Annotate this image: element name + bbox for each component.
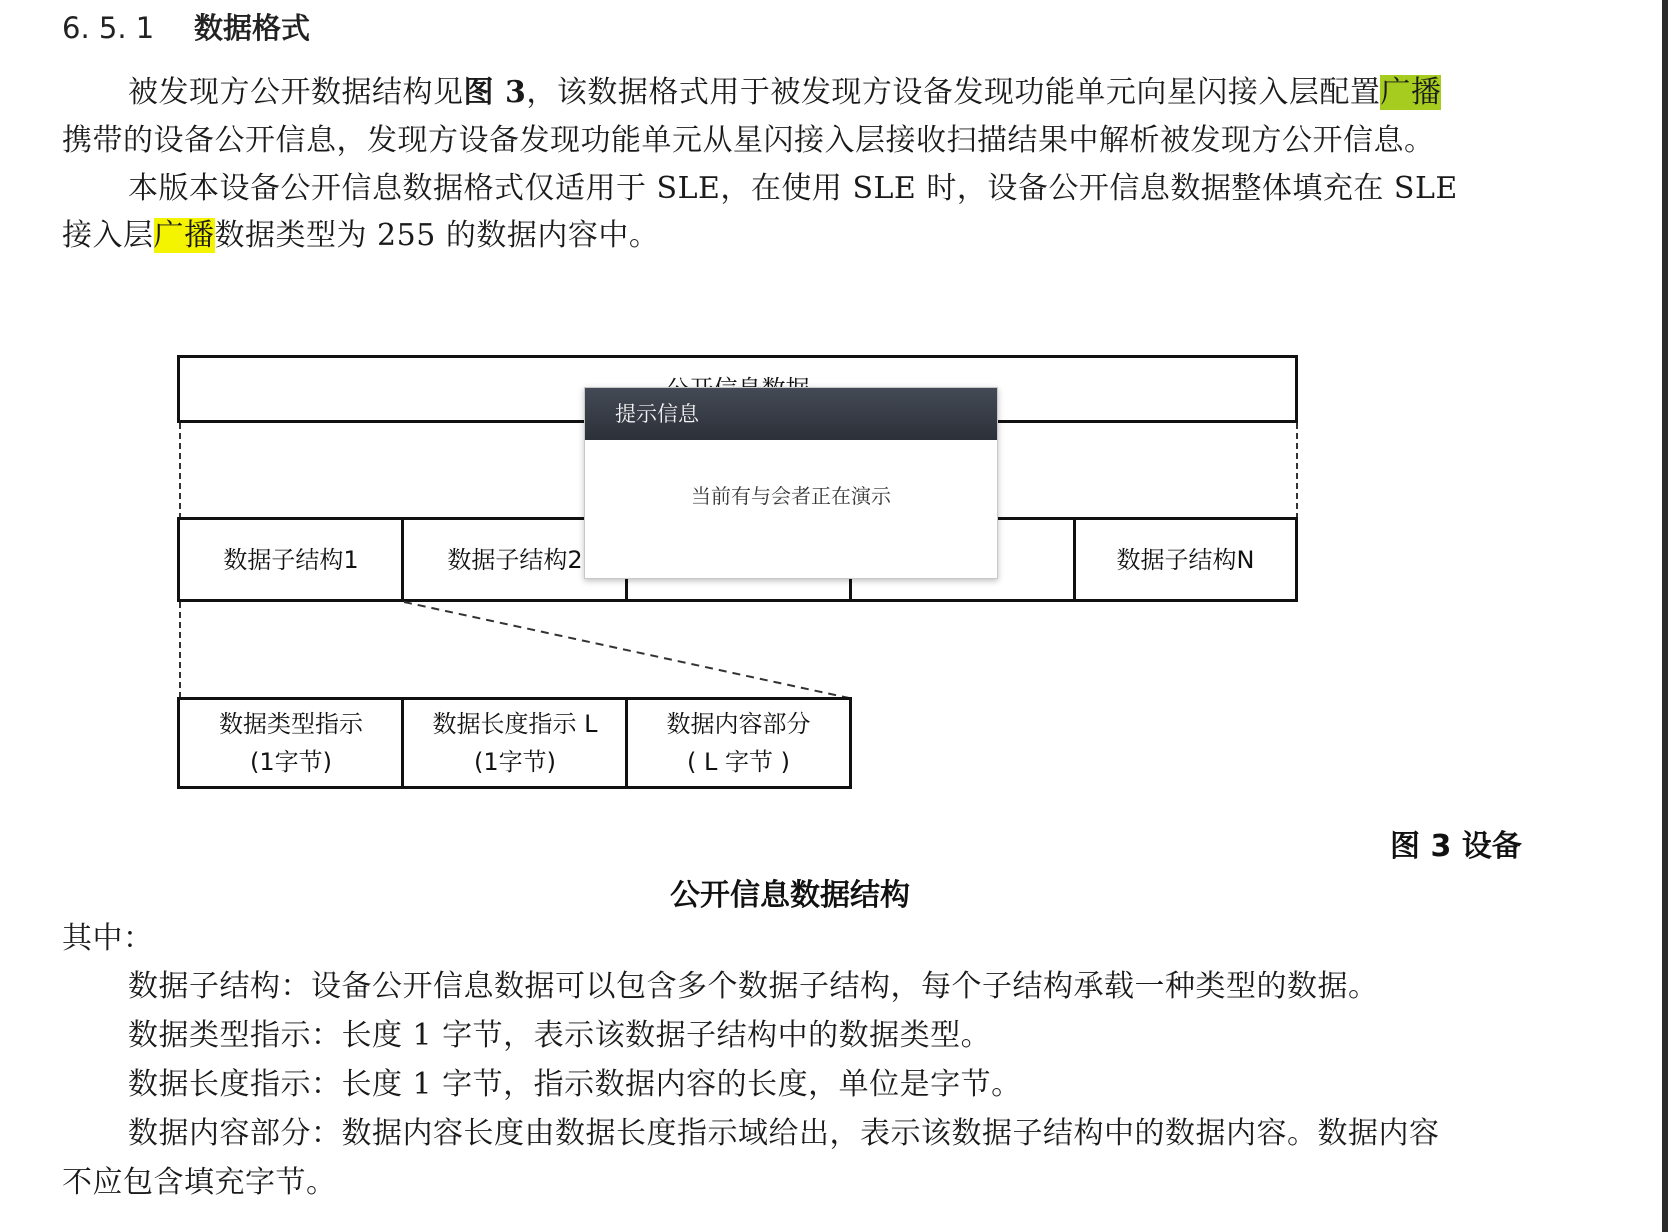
substructure-label: 数据子结构N xyxy=(1116,545,1255,574)
dialog-message: 当前有与会者正在演示 xyxy=(691,484,891,508)
definition-item-continued: 不应包含填充字节。 xyxy=(62,1165,337,1200)
field-size: (1字节) xyxy=(250,748,332,776)
intro-text: 被发现方公开数据结构见 xyxy=(128,75,464,110)
figure-reference-link[interactable]: 图 3 xyxy=(463,75,527,110)
dialog-title: 提示信息 xyxy=(585,388,997,440)
definition-item: 数据长度指示：长度 1 字节，指示数据内容的长度，单位是字节。 xyxy=(128,1067,1022,1102)
highlight-term: 广播 xyxy=(153,218,215,253)
intro-paragraph-2: 本版本设备公开信息数据格式仅适用于 SLE，在使用 SLE 时，设备公开信息数据整体填充在 SLE xyxy=(128,171,1458,206)
field-size: (1字节) xyxy=(474,748,556,776)
definitions-lead: 其中： xyxy=(62,921,154,956)
notification-dialog[interactable] xyxy=(584,387,998,579)
field-box xyxy=(401,697,629,789)
section-number: 6. 5. 1 xyxy=(62,11,155,45)
field-box xyxy=(625,697,852,789)
definition-item: 数据子结构：设备公开信息数据可以包含多个数据子结构，每个子结构承载一种类型的数据。 xyxy=(128,969,1379,1004)
intro-text: 接入层 xyxy=(62,218,154,253)
definition-item: 数据类型指示：长度 1 字节，表示该数据子结构中的数据类型。 xyxy=(128,1018,992,1053)
substructure-label: 数据子结构2 xyxy=(447,545,583,574)
figure-caption-part1: 图 3 设备 xyxy=(1390,829,1522,864)
field-name: 数据类型指示 xyxy=(219,710,363,738)
field-size: ( L 字节 ) xyxy=(687,748,790,776)
field-name: 数据长度指示 L xyxy=(432,710,598,738)
field-box xyxy=(177,697,405,789)
field-name: 数据内容部分 xyxy=(666,710,811,738)
intro-text: ，该数据格式用于被发现方设备发现功能单元向星闪接入层配置 xyxy=(526,75,1381,110)
intro-text: 数据类型为 255 的数据内容中。 xyxy=(214,218,660,253)
highlight-term: 广播 xyxy=(1380,75,1442,110)
figure-caption-part2: 公开信息数据结构 xyxy=(670,878,910,913)
section-title: 数据格式 xyxy=(194,11,311,45)
definition-item: 数据内容部分：数据内容长度由数据长度指示域给出，表示该数据子结构中的数据内容。数据内容 xyxy=(128,1116,1440,1151)
intro-paragraph-1-line2: 携带的设备公开信息，发现方设备发现功能单元从星闪接入层接收扫描结果中解析被发现方公开信息。 xyxy=(62,123,1435,158)
substructure-label: 数据子结构1 xyxy=(223,545,359,574)
